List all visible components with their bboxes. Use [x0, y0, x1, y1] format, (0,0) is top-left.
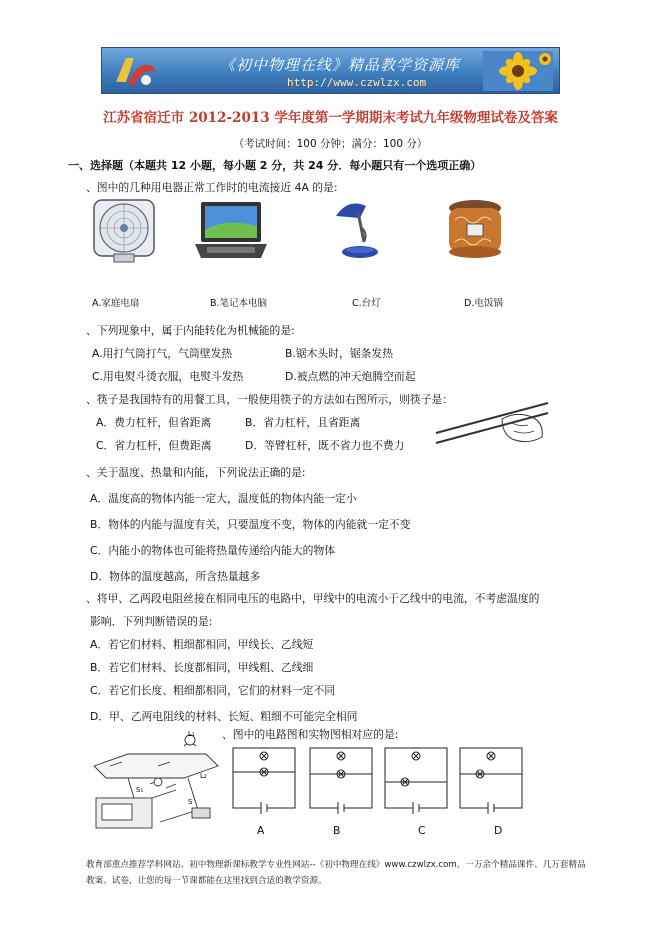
- q1-option-b: B.笔记本电脑: [210, 298, 268, 309]
- q5-option-b: B．若它们材料、长度都相同，甲线粗、乙线细: [90, 661, 314, 674]
- document-title: 江苏省宿迁市 2012-2013 学年度第一学期期末考试九年级物理试卷及答案: [103, 110, 558, 126]
- q3-stem: 、筷子是我国特有的用餐工具，一般使用筷子的方法如右图所示，则筷子是：: [86, 393, 454, 406]
- q6-s1-label: S₁: [136, 786, 144, 794]
- q3-option-a: A．费力杠杆，但省距离: [96, 416, 212, 429]
- banner-url[interactable]: http://www.czwlzx.com: [287, 76, 427, 89]
- q1-stem: 、图中的几种用电器正常工作时的电流接近 4A 的是:: [86, 181, 338, 194]
- q6-stem: 、图中的电路图和实物图相对应的是:: [222, 728, 399, 741]
- q4-option-b: B．物体的内能与温度有关，只要温度不变，物体的内能就一定不变: [90, 518, 411, 531]
- desk-lamp-icon: [330, 198, 382, 262]
- q3-option-b: B．省力杠杆，且省距离: [245, 416, 361, 429]
- q2-option-d: D.被点燃的冲天炮腾空而起: [285, 370, 416, 383]
- q5-option-c: C．若它们长度、粗细都相同，它们的材料一定不同: [90, 684, 336, 697]
- q4-stem: 、关于温度、热量和内能，下列说法正确的是:: [86, 466, 306, 479]
- q3-option-c: C．省力杠杆，但费距离: [96, 439, 212, 452]
- site-logo-icon: [108, 52, 160, 90]
- chopsticks-hand-icon: [432, 393, 550, 451]
- q1-option-d: D.电饭锅: [464, 298, 503, 309]
- circuit-icon: [225, 744, 525, 824]
- q2-option-c: C.用电熨斗烫衣服，电熨斗发热: [92, 370, 244, 383]
- q6-label-a: A: [257, 824, 265, 837]
- q3-option-d: D．等臂杠杆，既不省力也不费力: [245, 439, 405, 452]
- page-footer: 教育部重点推荐学科网站、初中物理新课标教学专业性网站--《初中物理在线》www.czwlzx.com。一万余个精品课件、几万套精品教案、试卷，让您的每一节课都能在这里找到合适的教学资源。: [86, 860, 586, 886]
- circuit-physical-diagram: [88, 726, 224, 834]
- header-banner: [101, 47, 560, 94]
- q1-option-c: C.台灯: [352, 298, 381, 309]
- q1-option-a: A.家庭电扇: [92, 298, 140, 309]
- section-heading: 一、选择题（本题共 12 小题，每小题 2 分，共 24 分．每小题只有一个选项正确）: [68, 159, 482, 172]
- q5-option-d: D．甲、乙两电阻线的材料、长短、粗细不可能完全相同: [90, 710, 358, 723]
- q2-stem: 、下列现象中，属于内能转化为机械能的是:: [86, 324, 295, 337]
- q6-label-b: B: [333, 824, 341, 837]
- q2-option-a: A.用打气筒打气，气筒壁发热: [92, 347, 233, 360]
- q5-stem-line1: 、将甲、乙两段电阻丝接在相同电压的电路中，甲线中的电流小于乙线中的电流，不考虑温度的: [86, 592, 540, 605]
- rice-cooker-icon: [445, 196, 505, 262]
- q6-label-d: D: [494, 824, 503, 837]
- sunflower-icon: [483, 51, 553, 91]
- banner-title: 《初中物理在线》精品教学资源库: [220, 56, 461, 74]
- fan-icon: [92, 198, 156, 264]
- q5-stem-line2: 影响．下列判断错误的是:: [90, 615, 213, 628]
- q6-label-c: C: [418, 824, 426, 837]
- laptop-icon: [195, 200, 267, 262]
- q6-s-label: S: [188, 798, 193, 806]
- exam-info: （考试时间：100 分钟；满分：100 分）: [233, 138, 428, 150]
- q5-option-a: A．若它们材料、粗细都相同，甲线长、乙线短: [90, 638, 314, 651]
- q4-option-d: D．物体的温度越高，所含热量越多: [90, 570, 261, 583]
- q4-option-a: A．温度高的物体内能一定大，温度低的物体内能一定小: [90, 492, 357, 505]
- q6-l2-label: L₂: [200, 772, 207, 780]
- q6-l1-label: L₁: [188, 730, 195, 738]
- q4-option-c: C．内能小的物体也可能将热量传递给内能大的物体: [90, 544, 336, 557]
- q2-option-b: B.锯木头时，锯条发热: [285, 347, 394, 360]
